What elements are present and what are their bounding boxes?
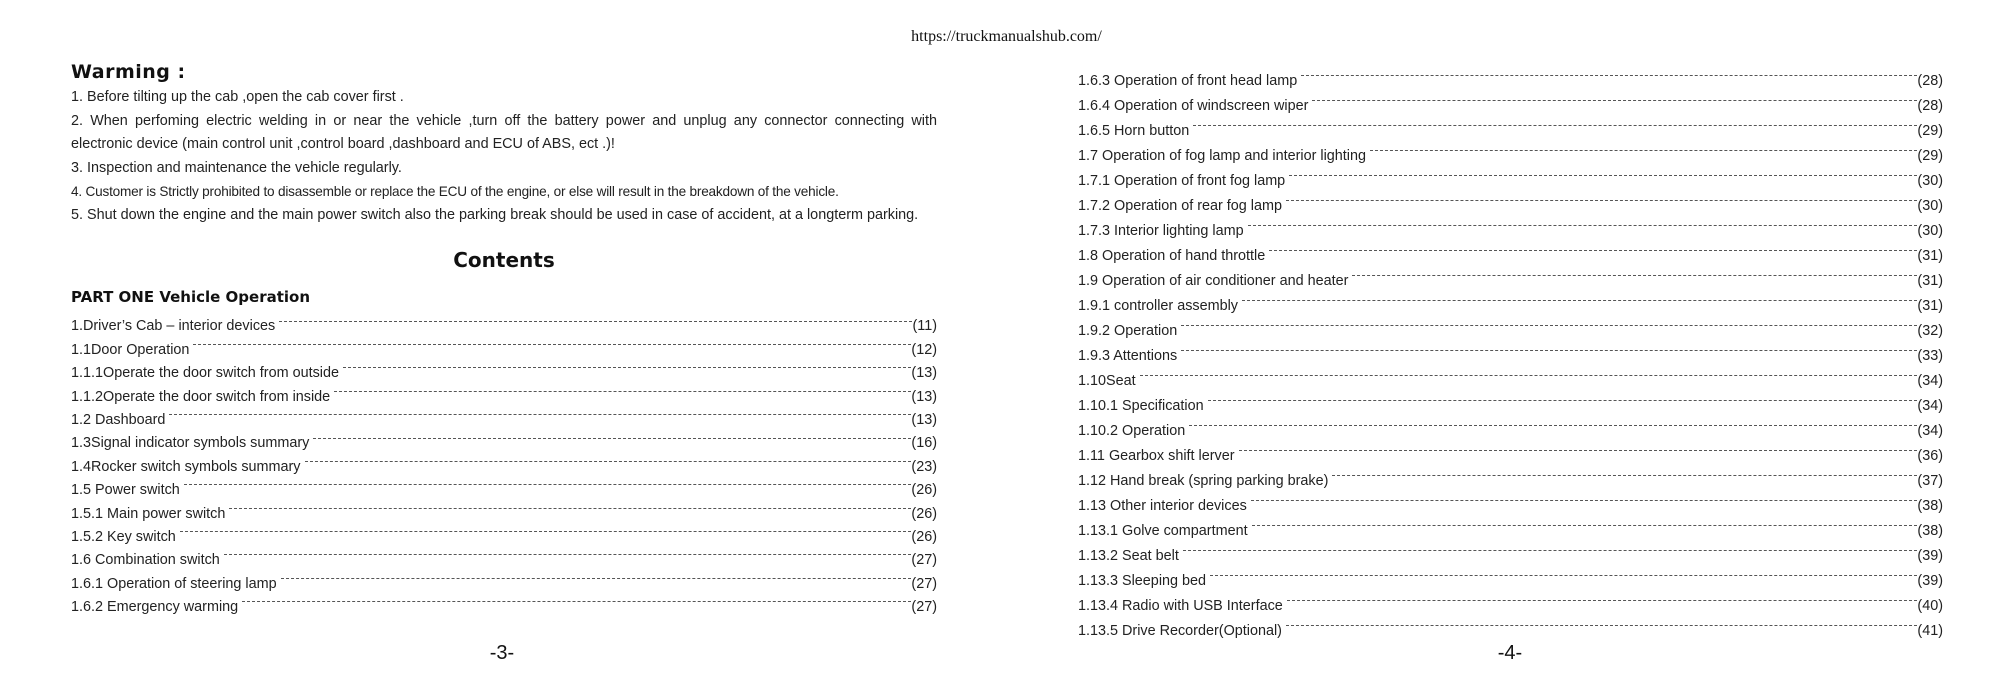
toc-left bbox=[71, 307, 937, 616]
toc-entry-page: (26) bbox=[911, 505, 937, 522]
toc-entry-page: (16) bbox=[911, 435, 937, 452]
part-title: PART ONE Vehicle Operation bbox=[71, 288, 311, 306]
toc-entry-page: (34) bbox=[1917, 373, 1943, 389]
warning-item: 3. Inspection and maintenance the vehicle regularly. bbox=[71, 159, 402, 176]
warning-item: 5. Shut down the engine and the main power switch also the parking break should be used in case of accident, at a longterm parking. bbox=[71, 206, 919, 223]
toc-entry[interactable] bbox=[71, 330, 937, 358]
toc-entry-label: 1.Driver’s Cab – interior devices bbox=[71, 318, 276, 335]
toc-entry-label: 1.11 Gearbox shift lerver bbox=[1078, 448, 1235, 464]
toc-entry-page: (23) bbox=[911, 458, 937, 475]
toc-entry-label: 1.7.2 Operation of rear fog lamp bbox=[1078, 198, 1282, 214]
toc-dot-leader bbox=[1332, 460, 1917, 485]
toc-dot-leader bbox=[193, 330, 911, 353]
toc-entry-page: (27) bbox=[911, 575, 937, 592]
toc-dot-leader bbox=[1269, 235, 1917, 260]
toc-entry-label: 1.7.3 Interior lighting lamp bbox=[1078, 223, 1244, 239]
toc-entry-label: 1.1Door Operation bbox=[71, 341, 190, 358]
toc-entry-label: 1.8 Operation of hand throttle bbox=[1078, 248, 1266, 264]
toc-entry-page: (39) bbox=[1917, 548, 1943, 564]
toc-dot-leader bbox=[184, 471, 912, 494]
site-url: https://truckmanualshub.com/ bbox=[911, 28, 1102, 45]
left-page bbox=[71, 60, 937, 616]
toc-entry-label: 1.13.1 Golve compartment bbox=[1078, 523, 1248, 539]
toc-entry-label: 1.6.3 Operation of front head lamp bbox=[1078, 73, 1298, 89]
toc-entry[interactable] bbox=[71, 354, 937, 382]
toc-dot-leader bbox=[1252, 510, 1918, 535]
toc-entry-page: (13) bbox=[911, 411, 937, 428]
toc-dot-leader bbox=[334, 377, 911, 400]
toc-dot-leader bbox=[281, 564, 912, 587]
toc-entry-page: (40) bbox=[1917, 598, 1943, 614]
toc-entry-label: 1.7 Operation of fog lamp and interior lighting bbox=[1078, 148, 1366, 164]
toc-dot-leader bbox=[1370, 135, 1917, 160]
toc-entry[interactable] bbox=[71, 494, 937, 522]
toc-entry-label: 1.7.1 Operation of front fog lamp bbox=[1078, 173, 1286, 189]
toc-entry[interactable] bbox=[1078, 335, 1943, 364]
toc-dot-leader bbox=[1140, 360, 1918, 385]
toc-dot-leader bbox=[1210, 560, 1917, 585]
toc-entry-label: 1.9 Operation of air conditioner and heater bbox=[1078, 273, 1349, 289]
toc-entry-page: (26) bbox=[911, 528, 937, 545]
toc-entry-label: 1.9.1 controller assembly bbox=[1078, 298, 1238, 314]
toc-entry[interactable] bbox=[1078, 360, 1943, 389]
toc-entry-page: (29) bbox=[1917, 123, 1943, 139]
toc-dot-leader bbox=[224, 541, 912, 564]
toc-dot-leader bbox=[242, 588, 911, 611]
toc-dot-leader bbox=[229, 494, 911, 517]
toc-entry[interactable] bbox=[1078, 385, 1943, 414]
toc-entry-label: 1.1.1Operate the door switch from outside bbox=[71, 365, 339, 382]
warning-list bbox=[71, 86, 937, 227]
toc-entry-page: (29) bbox=[1917, 148, 1943, 164]
toc-entry-page: (11) bbox=[912, 318, 937, 335]
contents-title: Contents bbox=[453, 248, 555, 272]
right-page bbox=[1078, 60, 1943, 639]
toc-entry-label: 1.5 Power switch bbox=[71, 482, 180, 499]
toc-dot-leader bbox=[313, 424, 911, 447]
toc-entry-page: (36) bbox=[1917, 448, 1943, 464]
warning-title: Warming : bbox=[71, 61, 186, 83]
toc-dot-leader bbox=[1289, 160, 1917, 185]
toc-dot-leader bbox=[1242, 285, 1917, 310]
toc-dot-leader bbox=[343, 354, 911, 377]
toc-dot-leader bbox=[279, 307, 912, 330]
toc-entry-page: (13) bbox=[911, 388, 937, 405]
toc-entry-label: 1.6 Combination switch bbox=[71, 552, 220, 569]
toc-entry-label: 1.3Signal indicator symbols summary bbox=[71, 435, 310, 452]
toc-entry-page: (12) bbox=[911, 341, 937, 358]
toc-entry-label: 1.9.3 Attentions bbox=[1078, 348, 1178, 364]
toc-entry-page: (37) bbox=[1917, 473, 1943, 489]
toc-dot-leader bbox=[1189, 410, 1917, 435]
toc-dot-leader bbox=[1193, 110, 1917, 135]
toc-dot-leader bbox=[1239, 435, 1918, 460]
toc-entry-label: 1.5.1 Main power switch bbox=[71, 505, 226, 522]
toc-dot-leader bbox=[1208, 385, 1918, 410]
toc-entry-label: 1.9.2 Operation bbox=[1078, 323, 1178, 339]
toc-entry-label: 1.6.1 Operation of steering lamp bbox=[71, 575, 277, 592]
toc-entry[interactable] bbox=[71, 307, 937, 335]
toc-entry-label: 1.13.5 Drive Recorder(Optional) bbox=[1078, 623, 1282, 639]
toc-entry-page: (31) bbox=[1917, 248, 1943, 264]
toc-entry-label: 1.6.4 Operation of windscreen wiper bbox=[1078, 98, 1309, 114]
toc-entry-label: 1.13.4 Radio with USB Interface bbox=[1078, 598, 1283, 614]
toc-entry-page: (27) bbox=[911, 552, 937, 569]
toc-entry-page: (28) bbox=[1917, 73, 1943, 89]
toc-entry-label: 1.6.2 Emergency warming bbox=[71, 599, 239, 616]
toc-entry-page: (33) bbox=[1917, 348, 1943, 364]
toc-dot-leader bbox=[1301, 60, 1917, 85]
toc-entry-label: 1.10.2 Operation bbox=[1078, 423, 1186, 439]
toc-entry-page: (30) bbox=[1917, 198, 1943, 214]
toc-entry[interactable] bbox=[71, 424, 937, 452]
toc-entry-page: (34) bbox=[1917, 398, 1943, 414]
toc-entry-page: (38) bbox=[1917, 523, 1943, 539]
toc-entry[interactable] bbox=[1078, 110, 1943, 139]
toc-entry-page: (13) bbox=[911, 365, 937, 382]
toc-entry-label: 1.5.2 Key switch bbox=[71, 528, 176, 545]
toc-entry-page: (32) bbox=[1917, 323, 1943, 339]
toc-entry-page: (31) bbox=[1917, 298, 1943, 314]
warning-item: 1. Before tilting up the cab ,open the cab cover first . bbox=[71, 89, 404, 105]
toc-dot-leader bbox=[305, 447, 912, 470]
toc-entry[interactable] bbox=[71, 401, 937, 428]
toc-dot-leader bbox=[1248, 210, 1918, 235]
toc-entry[interactable] bbox=[1078, 535, 1943, 564]
toc-entry[interactable] bbox=[1078, 310, 1943, 339]
toc-entry-label: 1.13 Other interior devices bbox=[1078, 498, 1247, 514]
toc-dot-leader bbox=[1181, 310, 1917, 335]
toc-entry-page: (34) bbox=[1917, 423, 1943, 439]
toc-entry-label: 1.12 Hand break (spring parking brake) bbox=[1078, 473, 1329, 489]
toc-entry-page: (26) bbox=[911, 482, 937, 499]
page-number-left: -3- bbox=[489, 642, 515, 664]
toc-entry-page: (30) bbox=[1917, 223, 1943, 239]
toc-entry-label: 1.1.2Operate the door switch from inside bbox=[71, 388, 331, 405]
toc-dot-leader bbox=[1287, 585, 1918, 610]
toc-entry[interactable] bbox=[71, 541, 937, 569]
warning-item: 4. Customer is Strictly prohibited to disassemble or replace the ECU of the engine, or else will result in the breakdown of the vehicle. bbox=[71, 184, 839, 199]
toc-entry-page: (41) bbox=[1917, 623, 1943, 639]
toc-entry-label: 1.4Rocker switch symbols summary bbox=[71, 458, 301, 475]
toc-dot-leader bbox=[1286, 185, 1917, 210]
toc-entry[interactable] bbox=[1078, 560, 1943, 589]
toc-dot-leader bbox=[1181, 335, 1917, 360]
toc-entry-label: 1.13.3 Sleeping bed bbox=[1078, 573, 1207, 589]
toc-entry[interactable] bbox=[71, 518, 937, 545]
toc-entry[interactable] bbox=[1078, 410, 1943, 439]
toc-entry-page: (39) bbox=[1917, 573, 1943, 589]
toc-entry-page: (27) bbox=[911, 599, 937, 616]
toc-entry-label: 1.10.1 Specification bbox=[1078, 398, 1204, 414]
toc-dot-leader bbox=[1352, 260, 1917, 285]
toc-entry-page: (38) bbox=[1917, 498, 1943, 514]
toc-entry-page: (28) bbox=[1917, 98, 1943, 114]
toc-dot-leader bbox=[1251, 485, 1918, 510]
toc-entry-label: 1.6.5 Horn button bbox=[1078, 123, 1190, 139]
toc-entry[interactable] bbox=[1078, 135, 1943, 164]
toc-entry[interactable] bbox=[71, 471, 937, 499]
toc-entry-label: 1.13.2 Seat belt bbox=[1078, 548, 1179, 564]
toc-dot-leader bbox=[1312, 85, 1917, 110]
toc-dot-leader bbox=[169, 401, 911, 424]
toc-entry-label: 1.2 Dashboard bbox=[71, 411, 166, 428]
toc-dot-leader bbox=[180, 518, 912, 541]
toc-dot-leader bbox=[1183, 535, 1918, 560]
toc-entry[interactable] bbox=[1078, 60, 1943, 89]
toc-entry-label: 1.10Seat bbox=[1078, 373, 1136, 389]
warning-item: 2. When perfoming electric welding in or near the vehicle ,turn off the battery power and unplug any connector connecting with electronic device (main control unit ,control board ,dashboard and ECU of ABS, ect .)! bbox=[71, 112, 937, 152]
toc-entry[interactable] bbox=[1078, 435, 1943, 464]
toc-entry-page: (30) bbox=[1917, 173, 1943, 189]
page-number-right: -4- bbox=[1497, 642, 1523, 664]
toc-dot-leader bbox=[1286, 610, 1917, 635]
toc-right bbox=[1078, 60, 1943, 639]
toc-entry-page: (31) bbox=[1917, 273, 1943, 289]
